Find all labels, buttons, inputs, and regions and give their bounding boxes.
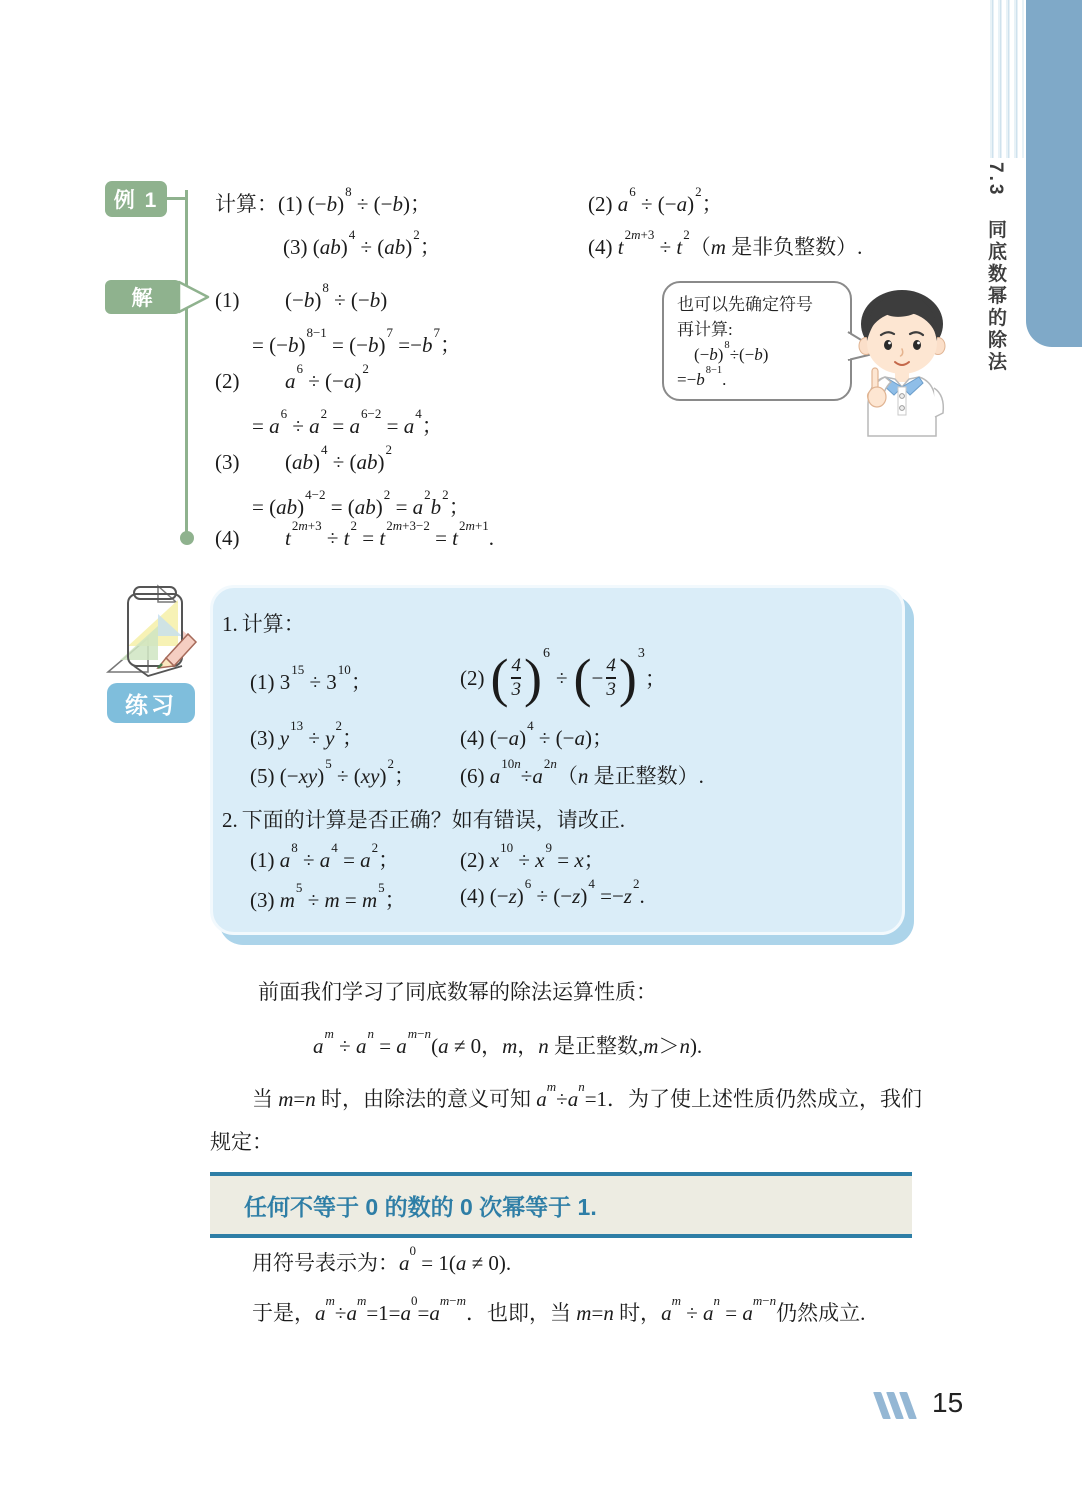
example-connector-tick (165, 197, 187, 200)
page-number: 15 (932, 1387, 964, 1418)
practice-q2-label (222, 804, 625, 834)
boy-illustration (838, 282, 966, 437)
body-paragraph-2: 当 m=n 时，由除法的意义可知 $a^m\div a^n=1$．为了使上述性质仍然成立，我们规定： (210, 1078, 923, 1154)
solution-1-no: (1) (215, 288, 240, 312)
bubble-line-3: $(-b)^8\div(-b)$ (677, 339, 769, 364)
body-formula: $a^m \div a^n = a^{m-n}(a \ne 0$，m，n 是正整数,m＞n). (313, 1025, 703, 1058)
practice-q1-no: 1. (222, 612, 238, 636)
practice-q1-item-2 (460, 648, 666, 708)
rule-text: 任何不等于 0 的数的 0 次幂等于 1. (244, 1193, 597, 1220)
practice-q1-text: 计算： (241, 612, 305, 636)
solution-2-eq: = $a^6 \div a^2 = a^{6-2} = a^4$； (252, 405, 443, 438)
problem-4: (4) $t^{2m+3} \div t^2(m$ 是非负整数）. (588, 226, 863, 259)
problem-1: (1) $(-b)^8 \div (-b)$； (278, 183, 431, 216)
solution-badge-arrow-icon (177, 279, 213, 315)
practice-q2-item-1: (1) $a^8 \div a^4 = a^2$； (250, 839, 400, 872)
solution-2-expr: $a^6 \div (-a)^2$ (285, 360, 369, 393)
problem-3: (3) (ab)$^4$ ÷ (ab)$^2$； (283, 226, 441, 259)
practice-q2-item-2: (2) $x^{10} \div x^9 = x$； (460, 839, 605, 872)
practice-q1-item-4: (4) $(-a)^4 \div (-a)$； (460, 717, 613, 750)
frac-item-no: (2) (460, 665, 485, 690)
bubble-line-2: 再计算: (677, 320, 733, 339)
practice-q1-item-1: (1) $3^{15} \div 3^{10}$； (250, 661, 372, 694)
body-paragraph-3: 用符号表示为：$a^0 = 1(a \ne 0)$. (252, 1242, 512, 1275)
practice-notebook-icon (98, 580, 216, 684)
solution-2-no: (2) (215, 369, 240, 393)
practice-q1-item-5: (5) $(-xy)^5 \div (xy)^2$； (250, 755, 415, 788)
practice-q2-item-3: (3) $m^5 \div m = m^5$； (250, 879, 406, 912)
problem-line-1 (215, 183, 431, 218)
problem-2: (2) $a^6 \div (-a)^2$； (588, 183, 723, 216)
practice-q1-item-3: (3) $y^{13} \div y^2$； (250, 717, 363, 750)
section-title: 7.3 同底数幂的除法 (985, 162, 1006, 374)
solution-3-no: (3) (215, 450, 240, 474)
example-connector-line (185, 190, 188, 538)
example-connector-dot (180, 531, 194, 545)
practice-q2-text: 下面的计算是否正确？如有错误，请改正. (241, 808, 625, 832)
practice-q2-no: 2. (222, 808, 238, 832)
solution-1-expr: $(-b)^8 \div (-b)$ (285, 279, 388, 312)
solution-4-no: (4) (215, 526, 240, 550)
example-badge: 例 1 (105, 181, 167, 217)
solution-1-eq: = $(-b)^{8-1} = (-b)^7 =-b^7$； (252, 324, 461, 357)
body-paragraph-4: 于是，$a^m\div a^m=1=a^0=a^{m-m}$．也即，当 m=n 时，$a^m \div a^n = a^{m-n}$仍然成立. (252, 1292, 866, 1325)
fraction-expression: ( $\frac{4}{3}$ ) 6 ÷ ( − $\frac{4}{3}$ ) 3 ； (490, 646, 666, 708)
practice-q1-item-6: (6) $a^{10n}\div a^{2n}(n$ 是正整数）. (460, 755, 704, 788)
bubble-line-4: $=-b^{8-1}$. (677, 364, 727, 389)
practice-q1-label (222, 608, 305, 638)
footer-slashes-icon (878, 1392, 917, 1424)
problem-lead: 计算： (215, 192, 278, 216)
practice-badge: 练习 (107, 683, 195, 723)
body-paragraph-1: 前面我们学习了同底数幂的除法运算性质： (258, 980, 657, 1004)
speech-bubble (662, 281, 852, 401)
solution-4-expr: $t^{2m+3} \div t^2 = t^{2m+3-2} = t^{2m+1}$. (285, 517, 495, 550)
solution-3-eq: = $(ab)^{4-2} = (ab)^2 = a^2b^2$； (252, 486, 470, 519)
sidebar-pinstripes (988, 0, 1024, 158)
practice-q2-item-4: (4) $(-z)^6 \div (-z)^4 =-z^2$. (460, 875, 645, 908)
sidebar-blue-bar (1026, 0, 1082, 347)
solution-badge: 解 (105, 280, 181, 314)
solution-3-expr: (ab)$^4$ ÷ (ab)$^2$ (285, 441, 393, 474)
bubble-line-1: 也可以先确定符号 (677, 295, 813, 314)
rule-box (210, 1172, 912, 1238)
